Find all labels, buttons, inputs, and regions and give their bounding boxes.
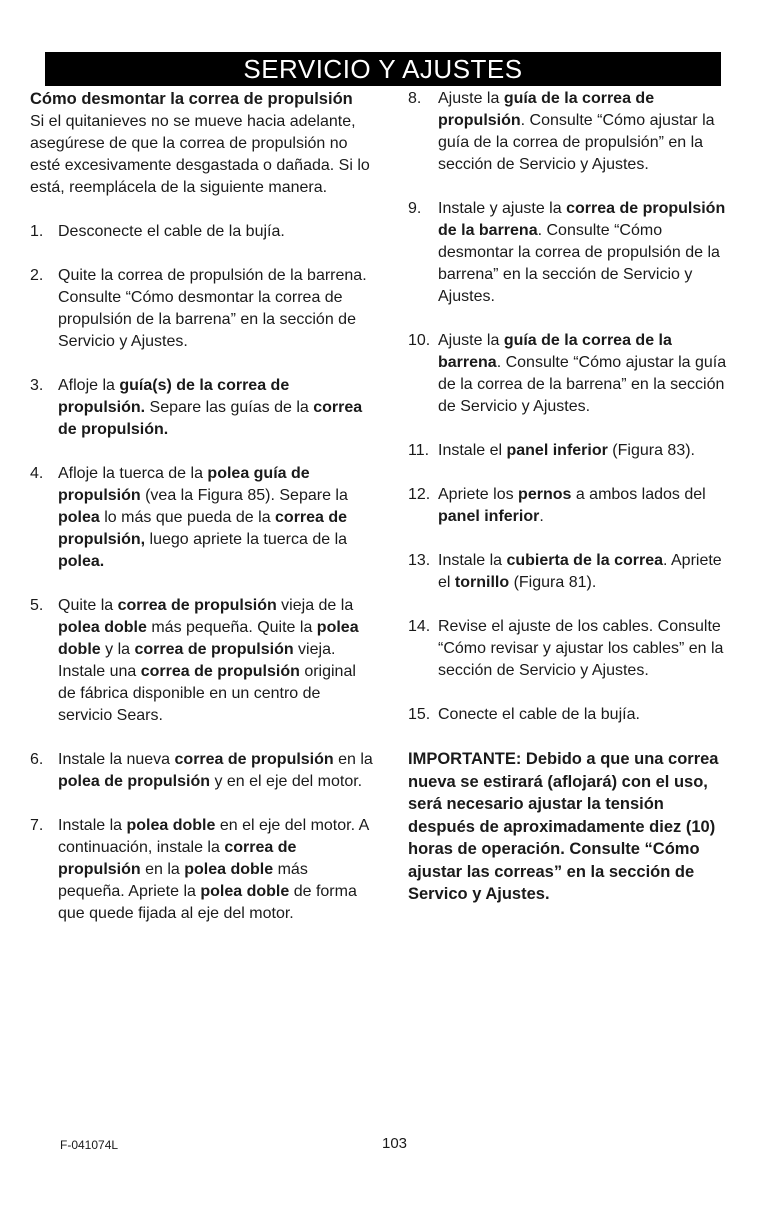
step-text: Desconecte el cable de la bujía. (58, 223, 285, 240)
step-number: 11. (408, 442, 430, 459)
step-item (30, 221, 375, 243)
step-text: Afloje la tuerca de la polea guía de propulsión (vea la Figura 85). Separe la polea lo más que pueda de la correa de propulsión, luego apriete la tuerca de la polea. (58, 465, 348, 570)
step-item (408, 550, 730, 594)
step-number: 7. (30, 817, 44, 834)
step-number: 3. (30, 377, 44, 394)
step-item (408, 198, 730, 308)
step-number: 2. (30, 267, 44, 284)
step-item (408, 704, 730, 726)
step-item (30, 375, 375, 441)
step-number: 15. (408, 706, 431, 723)
important-note: IMPORTANTE: Debido a que una correa nueva se estirará (aflojará) con el uso, será necesario ajustar la tensión después de aproximadamente diez (10) horas de operación. Consulte “Cómo ajustar las correas” en la sección de Servico y Ajustes. (408, 750, 719, 903)
step-text: Ajuste la guía de la correa de propulsión. Consulte “Cómo ajustar la guía de la correa de propulsión” en la sección de Servicio y Ajustes. (438, 90, 715, 173)
step-text: Ajuste la guía de la correa de la barrena. Consulte “Cómo ajustar la guía de la correa de la barrena” en la sección de Servicio y Ajustes. (438, 332, 727, 415)
step-text: Apriete los pernos a ambos lados del panel inferior. (438, 486, 706, 525)
step-text: Revise el ajuste de los cables. Consulte “Cómo revisar y ajustar los cables” en la sección de Servicio y Ajustes. (438, 618, 724, 679)
step-text: Instale la cubierta de la correa. Apriete el tornillo (Figura 81). (438, 552, 722, 591)
step-number: 4. (30, 465, 44, 482)
section-title: Cómo desmontar la correa de propulsión (30, 90, 353, 108)
step-number: 14. (408, 618, 431, 635)
step-text: Afloje la guía(s) de la correa de propulsión. Separe las guías de la correa de propulsión. (58, 377, 363, 438)
step-item (408, 616, 730, 682)
section-header: SERVICIO Y AJUSTES (45, 52, 721, 86)
step-item (408, 484, 730, 528)
step-item (30, 463, 375, 573)
step-number: 9. (408, 200, 422, 217)
step-text: Quite la correa de propulsión de la barrena. Consulte “Cómo desmontar la correa de propulsión de la barrena” en la sección de Servicio y Ajustes. (58, 267, 367, 350)
intro-paragraph: Si el quitanieves no se mueve hacia adelante, asegúrese de que la correa de propulsión no esté excesivamente desgastada o dañada. Si lo está, reemplácela de la siguiente manera. (30, 113, 370, 196)
step-number: 6. (30, 751, 44, 768)
step-text: Instale la polea doble en el eje del motor. A continuación, instale la correa de propulsión en la polea doble más pequeña. Apriete la polea doble de forma que quede fijada al eje del motor. (58, 817, 369, 922)
document-code: F-041074L (60, 1138, 119, 1152)
step-number: 1. (30, 223, 44, 240)
step-number: 10. (408, 332, 431, 349)
step-text: Quite la correa de propulsión vieja de la polea doble más pequeña. Quite la polea doble y la correa de propulsión vieja. Instale una correa de propulsión original de fábrica disponible en un centro de servicio Sears. (58, 597, 359, 724)
left-column (30, 88, 375, 947)
step-item (30, 749, 375, 793)
step-number: 13. (408, 552, 431, 569)
step-item (408, 440, 730, 462)
step-item (30, 595, 375, 727)
step-item (408, 88, 730, 176)
right-column (408, 88, 730, 906)
step-text: Instale el panel inferior (Figura 83). (438, 442, 695, 459)
step-number: 8. (408, 90, 422, 107)
step-item (30, 815, 375, 925)
step-number: 12. (408, 486, 431, 503)
step-text: Conecte el cable de la bujía. (438, 706, 640, 723)
page-number: 103 (382, 1135, 408, 1152)
step-item (30, 265, 375, 353)
step-item (408, 330, 730, 418)
step-text: Instale la nueva correa de propulsión en la polea de propulsión y en el eje del motor. (58, 751, 373, 790)
step-text: Instale y ajuste la correa de propulsión de la barrena. Consulte “Cómo desmontar la correa de propulsión de la barrena” en la sección de Servicio y Ajustes. (438, 200, 726, 305)
step-number: 5. (30, 597, 44, 614)
